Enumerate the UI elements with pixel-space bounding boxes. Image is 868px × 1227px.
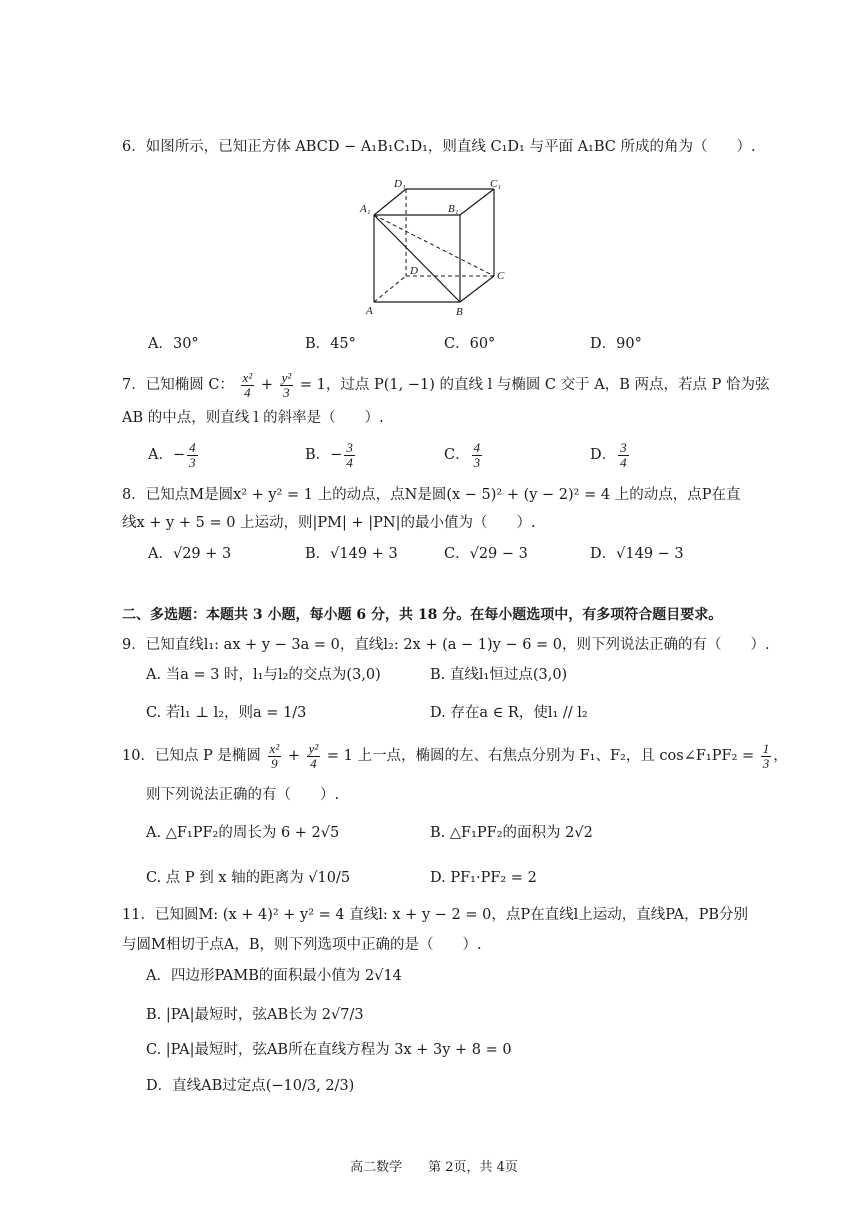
- label-b1: B₁: [448, 203, 459, 215]
- q11-option-c: C. |PA|最短时，弦AB所在直线方程为 3x + 3y + 8 = 0: [146, 1042, 512, 1058]
- label-a: A: [366, 305, 373, 317]
- q11-option-d: D．直线AB过定点(−10/3, 2/3): [146, 1078, 355, 1094]
- q9-option-d: D. 存在a ∈ R，使l₁ // l₂: [430, 705, 588, 721]
- q10-stem-2: 则下列说法正确的有（ ）.: [146, 787, 340, 803]
- q7-option-d: D． $\frac{3}{4}$: [590, 439, 627, 470]
- q8-stem-1: 8．已知点M是圆x² + y² = 1 上的动点，点N是圆(x − 5)² + (y − 2)² = 4 上的动点，点P在直: [122, 487, 741, 503]
- q11-option-a: A．四边形PAMB的面积最小值为 2√14: [146, 968, 402, 984]
- q7-stem-1: 7．已知椭圆 C： $\frac{\text{x²}}{4}$ + $\frac{\text{y²}}{3}$ = 1，过点 P(1, −1) 的直线 l 与椭圆 C 交于 A，B 两点，若点 P 恰为弦: [122, 369, 770, 400]
- section2-title: 二、多选题：本题共 3 小题，每小题 6 分，共 18 分。在每小题选项中，有多项符合题目要求。: [122, 607, 723, 623]
- q10-option-a: A. △F₁PF₂的周长为 6 + 2√5: [146, 825, 340, 841]
- q11-stem-1: 11．已知圆M: (x + 4)² + y² = 4 直线l: x + y − 2 = 0，点P在直线l上运动，直线PA，PB分别: [122, 907, 749, 923]
- page-footer: 高二数学 第 2页，共 4页: [350, 1160, 518, 1175]
- q6-option-a: A．30°: [148, 336, 199, 352]
- q7-option-a: A．− $\frac{4}{3}$: [148, 439, 196, 470]
- q7-stem-2: AB 的中点，则直线 l 的斜率是（ ）.: [122, 410, 384, 426]
- q6-option-c: C．60°: [444, 336, 496, 352]
- q10-stem-1: 10．已知点 P 是椭圆 $\frac{\text{x²}}{9}$ + $\frac{\text{y²}}{4}$ = 1 上一点，椭圆的左、右焦点分别为 F₁、F₂，且 cos∠F₁PF₂ = $\frac{1}{3}$ ，: [122, 740, 788, 771]
- cube-figure: [358, 178, 518, 318]
- q10-option-d: D. PF₁·PF₂ = 2: [430, 870, 537, 886]
- q8-option-d: D．√149 − 3: [590, 546, 684, 562]
- q9-option-a: A. 当a = 3 时，l₁与l₂的交点为(3,0): [146, 667, 381, 683]
- q10-option-c: C. 点 P 到 x 轴的距离为 √10/5: [146, 870, 351, 886]
- label-d1: D₁: [394, 178, 406, 190]
- q9-option-b: B. 直线l₁恒过点(3,0): [430, 667, 568, 683]
- label-d: D: [410, 265, 418, 277]
- q6-stem: 6．如图所示，已知正方体 ABCD − A₁B₁C₁D₁，则直线 C₁D₁ 与平面 A₁BC 所成的角为（ ）.: [122, 139, 756, 155]
- label-b: B: [456, 306, 463, 318]
- q7-option-c: C． $\frac{4}{3}$: [444, 439, 481, 470]
- q8-option-c: C．√29 − 3: [444, 546, 528, 562]
- label-c: C: [497, 270, 505, 282]
- q8-stem-2: 线x + y + 5 = 0 上运动，则|PM| + |PN|的最小值为（ ）.: [122, 515, 536, 531]
- q9-option-c: C. 若l₁ ⊥ l₂，则a = 1/3: [146, 705, 307, 721]
- q11-option-b: B. |PA|最短时，弦AB长为 2√7/3: [146, 1007, 364, 1023]
- q9-stem: 9．已知直线l₁: ax + y − 3a = 0，直线l₂: 2x + (a − 1)y − 6 = 0，则下列说法正确的有（ ）.: [122, 637, 770, 653]
- q10-option-b: B. △F₁PF₂的面积为 2√2: [430, 825, 593, 841]
- label-c1: C₁: [490, 178, 502, 190]
- q8-option-a: A．√29 + 3: [148, 546, 232, 562]
- q7-option-b: B．− $\frac{3}{4}$: [305, 439, 353, 470]
- q8-option-b: B．√149 + 3: [305, 546, 398, 562]
- q11-stem-2: 与圆M相切于点A，B，则下列选项中正确的是（ ）.: [122, 937, 482, 953]
- q6-option-d: D．90°: [590, 336, 642, 352]
- q6-option-b: B．45°: [305, 336, 356, 352]
- label-a1: A₁: [360, 203, 371, 215]
